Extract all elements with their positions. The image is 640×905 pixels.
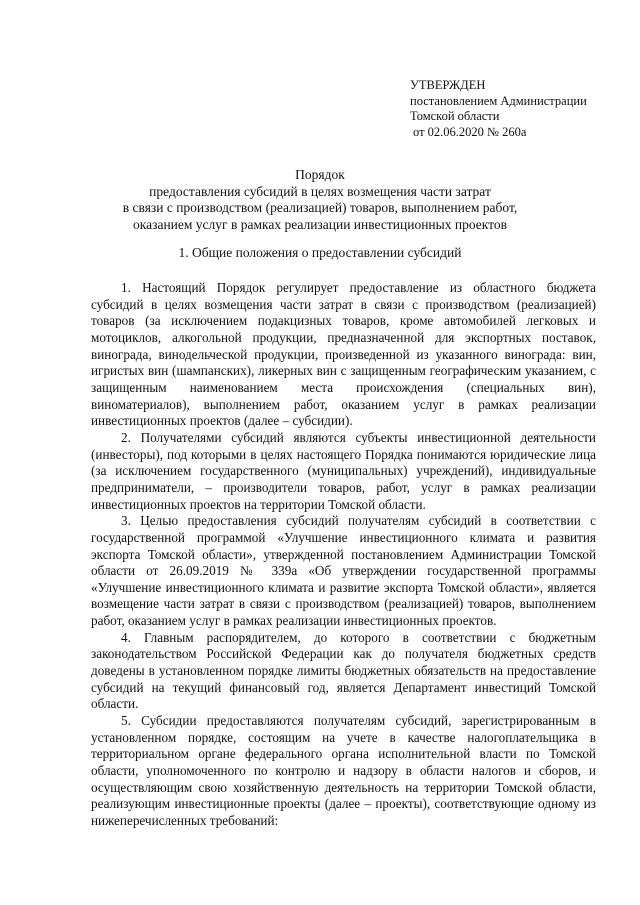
- approved-region: Томской области: [410, 109, 500, 123]
- title-line-1: Порядок: [295, 167, 345, 182]
- title-line-2: предоставления субсидий в целях возмещения части затрат: [149, 183, 491, 199]
- approval-stamp: [410, 78, 587, 140]
- document-title: [60, 167, 580, 233]
- paragraph-5: 5. Субсидии предоставляются получателям субсидий, зарегистрированным в установленном порядке, состоящим на учете в качестве налогоплательщика в территориальном органе федерального органа исполнительной власти по Томской области, уполномоченного по контролю и надзору в области налогов и сборов, и осуществляющим свою хозяйственную деятельность на территории Томской области, реализующим инвестиционные проекты (далее – проекты), соответствующие одному из нижеперечисленных требований:: [91, 713, 596, 828]
- document-body: [91, 280, 596, 830]
- title-line-4: оказанием услуг в рамках реализации инвестиционных проектов: [133, 216, 507, 232]
- approved-by: постановлением Администрации: [410, 93, 587, 108]
- section-heading: 1. Общие положения о предоставлении субсидий: [178, 245, 462, 260]
- paragraph-2: 2. Получателями субсидий являются субъекты инвестиционной деятельности (инвесторы), под которыми в целях настоящего Порядка понимаются юридические лица (за исключением государственного (муниципальных) учреждений), индивидуальные предприниматели, – производители товаров, работ, услуг в рамках реализации инвестиционных проектов на территории Томской области.: [91, 429, 596, 512]
- paragraph-1: 1. Настоящий Порядок регулирует предоставление из областного бюджета субсидий в целях возмещения части затрат в связи с производством (реализацией) товаров (за исключением подакцизных товаров, кроме автомобилей легковых и мотоциклов, алкогольной продукции, предназначенной для экспортных поставок, винограда, винодельческой продукции, произведенной из указанного винограда: вин, игристых вин (шампанских), ликерных вин с защищенным географическим указанием, с защищенным наименованием места происхождения (специальных вин), виноматериалов), выполнением работ, оказанием услуг в рамках реализации инвестиционных проектов (далее – субсидии).: [91, 280, 596, 429]
- title-line-3: в связи с производством (реализацией) товаров, выполнением работ,: [122, 200, 518, 215]
- paragraph-4: 4. Главным распорядителем, до которого в соответствии с бюджетным законодательством Российской Федерации как до получателя бюджетных средств доведены в установленном порядке лимиты бюджетных обязательств на предоставление субсидий на текущий финансовый год, является Департамент инвестиций Томской области.: [91, 629, 596, 712]
- approved-label: УТВЕРЖДЕН: [410, 78, 486, 92]
- paragraph-3: 3. Целью предоставления субсидий получателям субсидий в соответствии с государственной программой «Улучшение инвестиционного климата и развития экспорта Томской области», утвержденной постановлением Администрации Томской области от 26.09.2019 № 339а «Об утверждении государственной программы «Улучшение инвестиционного климата и развитие экспорта Томской области», является возмещение части затрат в связи с производством (реализацией) товаров, выполнением работ, оказанием услуг в рамках реализации инвестиционных проектов.: [91, 513, 596, 629]
- approved-date: от 02.06.2020 № 260а: [413, 124, 527, 139]
